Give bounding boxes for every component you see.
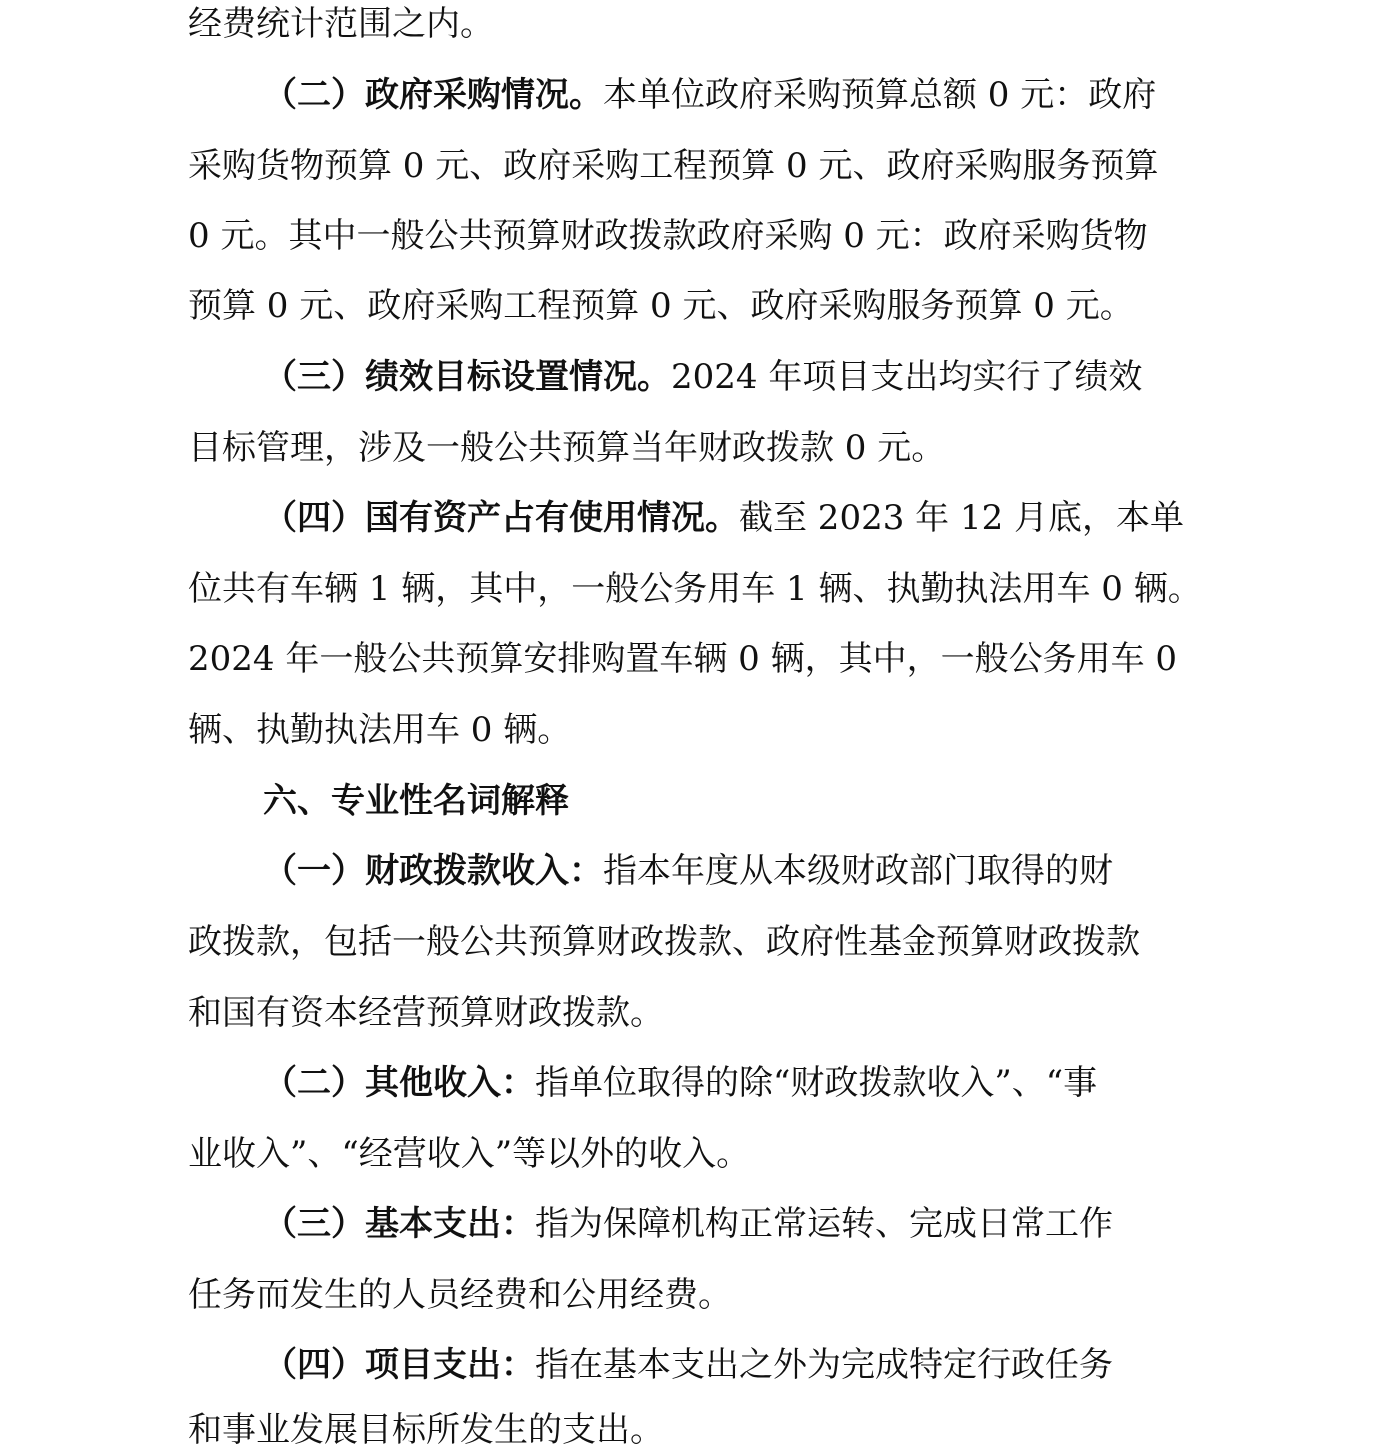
paragraph-line: （二）政府采购情况。本单位政府采购预算总额 0 元：政府 <box>263 75 1157 115</box>
paragraph-line: （四）项目支出：指在基本支出之外为完成特定行政任务 <box>263 1345 1113 1385</box>
paragraph-line: 2024 年一般公共预算安排购置车辆 0 辆，其中，一般公务用车 0 <box>188 639 1178 679</box>
subsection-title: （二）政府采购情况。 <box>263 75 603 115</box>
paragraph-line: 和事业发展目标所发生的支出。 <box>188 1410 664 1450</box>
paragraph-line: （一）财政拨款收入：指本年度从本级财政部门取得的财 <box>263 851 1113 891</box>
paragraph-line: 和国有资本经营预算财政拨款。 <box>188 993 664 1033</box>
paragraph-line: 采购货物预算 0 元、政府采购工程预算 0 元、政府采购服务预算 <box>188 146 1159 186</box>
paragraph-line: 辆、执勤执法用车 0 辆。 <box>188 710 572 750</box>
paragraph-line: （二）其他收入：指单位取得的除“财政拨款收入”、“事 <box>263 1063 1098 1103</box>
paragraph-line: （四）国有资产占有使用情况。截至 2023 年 12 月底，本单 <box>263 498 1185 538</box>
document-page <box>188 0 1248 1456</box>
paragraph-line: 预算 0 元、政府采购工程预算 0 元、政府采购服务预算 0 元。 <box>188 286 1134 326</box>
paragraph-line: （三）绩效目标设置情况。2024 年项目支出均实行了绩效 <box>263 357 1143 397</box>
term-title: （四）项目支出： <box>263 1345 535 1385</box>
section-heading: 六、专业性名词解释 <box>263 781 569 821</box>
paragraph-line: 经费统计范围之内。 <box>188 4 494 44</box>
paragraph-line: 任务而发生的人员经费和公用经费。 <box>188 1275 732 1315</box>
subsection-title: （四）国有资产占有使用情况。 <box>263 498 739 538</box>
paragraph-line: 位共有车辆 1 辆，其中，一般公务用车 1 辆、执勤执法用车 0 辆。 <box>188 569 1202 609</box>
paragraph-line: 0 元。其中一般公共预算财政拨款政府采购 0 元：政府采购货物 <box>188 216 1148 256</box>
subsection-title: （三）绩效目标设置情况。 <box>263 357 671 397</box>
paragraph-line: 政拨款，包括一般公共预算财政拨款、政府性基金预算财政拨款 <box>188 922 1140 962</box>
term-title: （三）基本支出： <box>263 1204 535 1244</box>
term-title: （二）其他收入： <box>263 1063 535 1103</box>
paragraph-line: 业收入”、“经营收入”等以外的收入。 <box>188 1134 751 1174</box>
paragraph-line: （三）基本支出：指为保障机构正常运转、完成日常工作 <box>263 1204 1113 1244</box>
term-title: （一）财政拨款收入： <box>263 851 603 891</box>
paragraph-line: 目标管理，涉及一般公共预算当年财政拨款 0 元。 <box>188 428 946 468</box>
